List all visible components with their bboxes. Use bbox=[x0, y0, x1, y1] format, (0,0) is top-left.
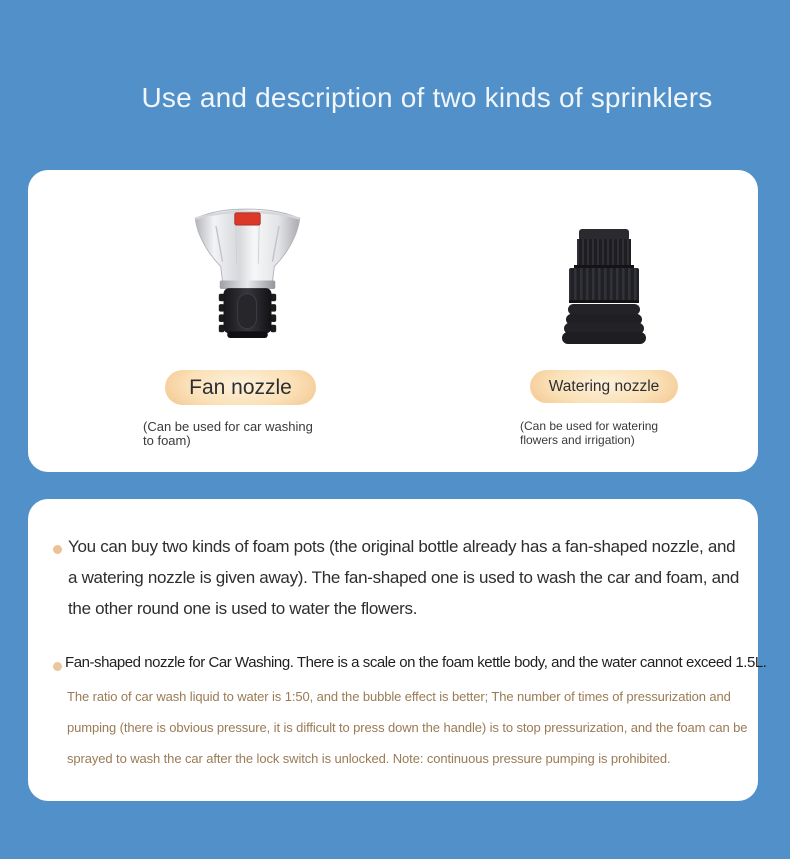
fan-nozzle-label: Fan nozzle bbox=[189, 375, 292, 399]
fan-nozzle-icon bbox=[184, 207, 311, 340]
fan-nozzle-label-badge bbox=[165, 370, 316, 405]
watering-nozzle-label: Watering nozzle bbox=[548, 377, 660, 395]
watering-nozzle-caption: (Can be used for watering flowers and irrigation) bbox=[520, 419, 659, 447]
watering-nozzle-image bbox=[494, 227, 714, 349]
watering-nozzle-icon bbox=[562, 227, 646, 349]
bullet-dot bbox=[53, 662, 62, 671]
fan-nozzle-figure bbox=[133, 170, 348, 448]
page-title: Use and description of two kinds of sprinklers bbox=[141, 82, 713, 113]
watering-nozzle-figure bbox=[494, 170, 714, 447]
watering-nozzle-label-badge bbox=[530, 370, 678, 403]
note-carwash-heading: Fan-shaped nozzle for Car Washing. There is a scale on the foam kettle body, and the water cannot exceed 1.5L. bbox=[65, 654, 767, 671]
note-usage-text: You can buy two kinds of foam pots (the original bottle already has a fan-shaped nozzle, and a watering nozzle is given away). The fan-shaped one is used to wash the car and foam, and the other round one is used to water the flowers. bbox=[68, 537, 740, 618]
note-carwash-detail: The ratio of car wash liquid to water is 1:50, and the bubble effect is better; The number of times of pressurization and pumping (there is obvious pressure, it is difficult to press down the handle) is to stop pressurization, and the foam can be sprayed to wash the car after the lock switch is unlocked. Note: continuous pressure pumping is prohibited. bbox=[67, 689, 748, 766]
description-card bbox=[28, 499, 767, 801]
fan-nozzle-caption: (Can be used for car washing to foam) bbox=[143, 419, 313, 448]
products-card bbox=[28, 170, 758, 472]
fan-nozzle-image bbox=[133, 207, 348, 340]
bullet-dot bbox=[53, 545, 62, 554]
